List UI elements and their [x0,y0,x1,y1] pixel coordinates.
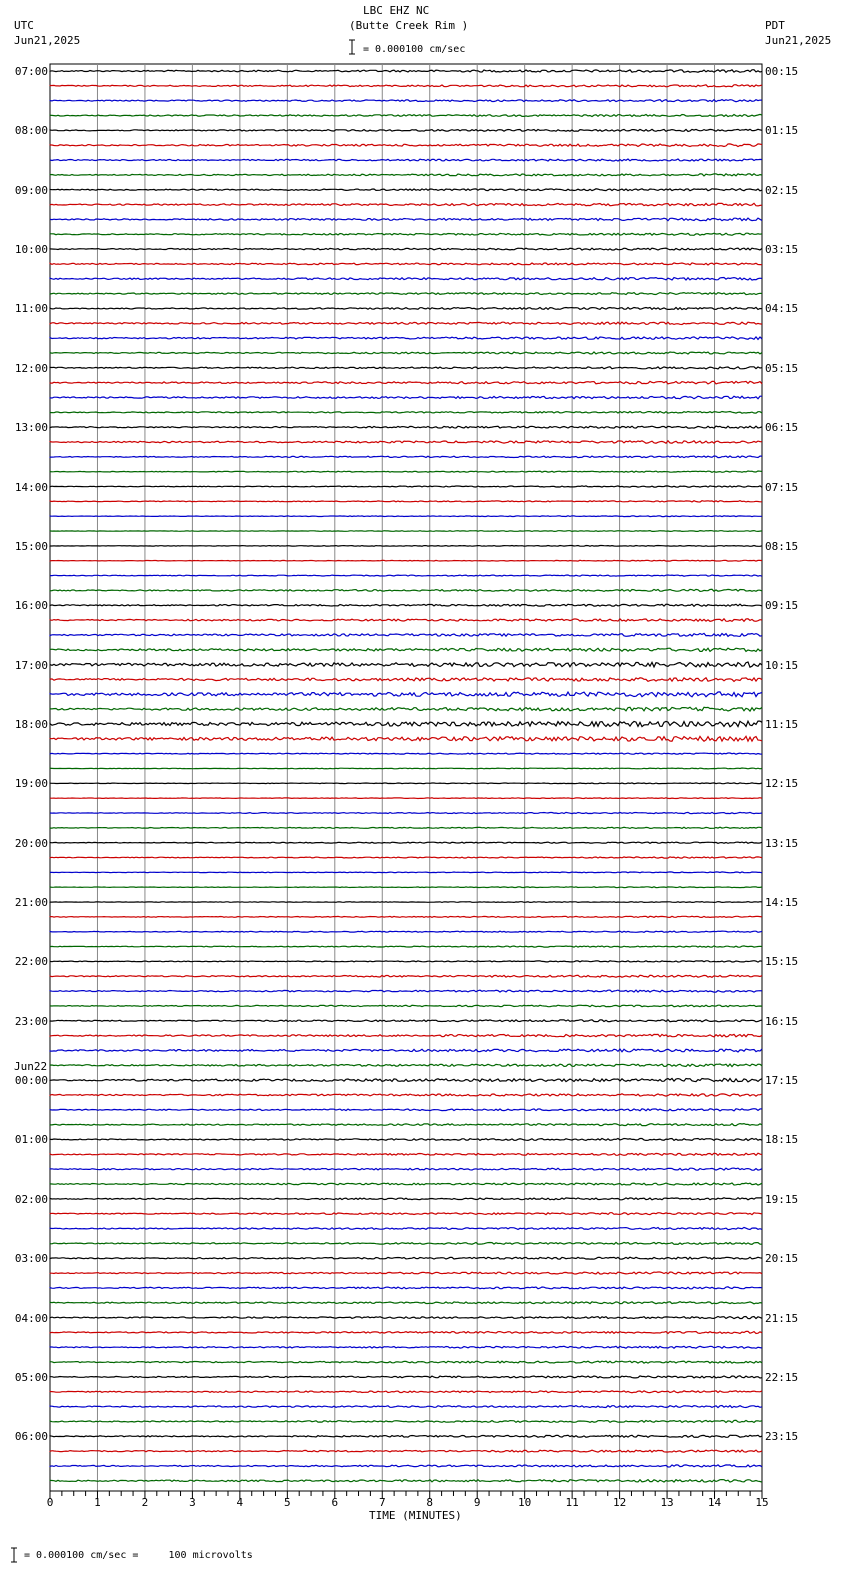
trace-line [50,560,762,561]
utc-hour-label: 07:00 [14,65,48,78]
x-tick-label: 7 [378,1496,386,1509]
trace-line [50,546,762,547]
trace-line [50,367,762,369]
trace-line [50,381,762,384]
utc-hour-label: 18:00 [14,718,48,731]
trace-line [50,486,762,487]
pdt-hour-label: 20:15 [765,1252,799,1265]
trace-line [50,144,762,147]
utc-hour-label: 17:00 [14,659,48,672]
x-tick-label: 9 [473,1496,481,1509]
trace-line [50,1435,762,1437]
trace-line [50,1168,762,1170]
utc-hour-label: 09:00 [14,184,48,197]
trace-line [50,1465,762,1467]
trace-line [50,1242,762,1244]
trace-line [50,1183,762,1185]
station-title: LBC EHZ NC [363,4,430,17]
trace-line [50,1257,762,1259]
x-tick-label: 11 [565,1496,579,1509]
utc-hour-label: 03:00 [14,1252,48,1265]
x-tick-label: 5 [284,1496,291,1509]
trace-line [50,501,762,502]
pdt-hour-label: 05:15 [765,362,799,375]
utc-hour-label: 08:00 [14,124,48,137]
trace-line [50,589,762,591]
trace-line [50,159,762,161]
utc-hour-label: 11:00 [14,302,48,315]
trace-line [50,85,762,87]
trace-line [50,975,762,977]
trace-line [50,1302,762,1304]
pdt-hour-label: 16:15 [765,1015,799,1028]
trace-line [50,1376,762,1378]
trace-line [50,736,762,741]
pdt-hour-label: 13:15 [765,837,799,850]
pdt-hour-label: 01:15 [765,124,799,137]
trace-line [50,456,762,458]
x-tick-label: 10 [518,1496,532,1509]
seismic-traces [50,70,762,1482]
trace-line [50,678,762,682]
scale-bar-icon [349,40,355,54]
trace-line [50,707,762,711]
scale-label: = 0.000100 cm/sec [363,44,466,55]
trace-line [50,827,762,828]
trace-line [50,990,762,992]
pdt-hour-label: 21:15 [765,1312,799,1325]
pdt-hour-label: 08:15 [765,540,799,553]
utc-hour-label: 12:00 [14,362,48,375]
utc-hour-label: 04:00 [14,1312,48,1325]
trace-line [50,441,762,443]
trace-line [50,218,762,221]
right-timezone: PDT [765,19,785,32]
pdt-hour-label: 10:15 [765,659,799,672]
trace-line [50,768,762,769]
pdt-hour-label: 02:15 [765,184,799,197]
trace-line [50,916,762,917]
x-tick-label: 0 [46,1496,54,1509]
x-tick-label: 6 [331,1496,339,1509]
trace-line [50,174,762,176]
utc-hour-label: 19:00 [14,777,48,790]
utc-hour-label: 02:00 [14,1193,48,1206]
utc-hour-label: 16:00 [14,599,48,612]
trace-line [50,129,762,131]
x-tick-label: 13 [660,1496,674,1509]
x-tick-label: 14 [707,1496,722,1509]
pdt-hour-label: 07:15 [765,481,799,494]
trace-line [50,516,762,517]
trace-line [50,1227,762,1229]
pdt-hour-label: 04:15 [765,302,799,315]
trace-line [50,721,762,727]
utc-hour-label: 15:00 [14,540,48,553]
trace-line [50,961,762,962]
trace-line [50,633,762,636]
trace-line [50,783,762,784]
footer-scale-bar-icon [11,1548,17,1562]
trace-line [50,1361,762,1363]
trace-line [50,114,762,116]
utc-hour-label: 00:00 [14,1074,48,1087]
trace-line [50,70,762,73]
trace-line [50,1153,762,1155]
trace-line [50,1049,762,1052]
trace-line [50,902,762,903]
trace-line [50,293,762,295]
utc-hour-label: 14:00 [14,481,48,494]
trace-line [50,1020,762,1022]
trace-line [50,812,762,813]
trace-line [50,1272,762,1274]
trace-line [50,233,762,235]
trace-line [50,872,762,873]
pdt-hour-label: 06:15 [765,421,799,434]
x-tick-label: 15 [755,1496,769,1509]
trace-line [50,857,762,858]
utc-hour-label: 21:00 [14,896,48,909]
utc-hour-label: 01:00 [14,1133,48,1146]
trace-line [50,1450,762,1452]
trace-line [50,396,762,399]
x-tick-label: 12 [612,1496,627,1509]
pdt-hour-label: 12:15 [765,777,799,790]
utc-hour-label: 20:00 [14,837,48,850]
trace-line [50,648,762,651]
trace-line [50,1420,762,1422]
trace-line [50,1346,762,1348]
station-location: (Butte Creek Rim ) [349,19,469,32]
trace-line [50,1213,762,1215]
trace-line [50,1064,762,1067]
utc-hour-label: 10:00 [14,243,48,256]
trace-line [50,1317,762,1319]
trace-line [50,753,762,754]
pdt-hour-label: 19:15 [765,1193,799,1206]
pdt-hour-label: 09:15 [765,599,799,612]
x-tick-label: 1 [94,1496,101,1509]
trace-line [50,426,762,428]
trace-line [50,337,762,340]
trace-line [50,1331,762,1333]
pdt-hour-label: 15:15 [765,955,799,968]
trace-line [50,322,762,324]
utc-hour-label: 22:00 [14,955,48,968]
trace-line [50,307,762,309]
trace-line [50,1406,762,1408]
trace-line [50,100,762,102]
pdt-hour-label: 11:15 [765,718,799,731]
trace-line [50,1094,762,1096]
trace-line [50,278,762,281]
trace-line [50,1138,762,1140]
trace-line [50,798,762,799]
trace-line [50,1480,762,1483]
trace-line [50,1198,762,1200]
trace-line [50,662,762,667]
utc-hour-label: 05:00 [14,1371,48,1384]
x-tick-label: 3 [189,1496,196,1509]
trace-line [50,842,762,843]
trace-line [50,1124,762,1126]
trace-line [50,1034,762,1037]
trace-line [50,887,762,888]
trace-line [50,1079,762,1082]
trace-line [50,352,762,354]
trace-line [50,604,762,606]
utc-hour-label: 13:00 [14,421,48,434]
pdt-hour-label: 17:15 [765,1074,799,1087]
x-tick-label: 8 [426,1496,434,1509]
trace-line [50,692,762,697]
x-axis-title: TIME (MINUTES) [369,1509,462,1522]
trace-line [50,575,762,576]
trace-line [50,412,762,414]
trace-line [50,931,762,932]
trace-line [50,1109,762,1111]
pdt-hour-label: 03:15 [765,243,799,256]
trace-line [50,1005,762,1007]
date-change-label: Jun22 [14,1060,48,1073]
trace-line [50,619,762,622]
x-tick-label: 2 [141,1496,149,1509]
x-axis-ticks [50,1491,762,1499]
pdt-hour-label: 18:15 [765,1133,799,1146]
left-timezone: UTC [14,19,34,32]
trace-line [50,531,762,532]
pdt-hour-label: 00:15 [765,65,799,78]
right-date: Jun21,2025 [765,34,832,47]
trace-line [50,248,762,250]
footer-scale-note: = 0.000100 cm/sec = 100 microvolts [24,1550,253,1561]
utc-hour-label: 06:00 [14,1430,48,1443]
x-tick-label: 4 [236,1496,244,1509]
trace-line [50,1391,762,1393]
trace-line [50,189,762,191]
trace-line [50,203,762,206]
pdt-hour-label: 23:15 [765,1430,799,1443]
trace-line [50,946,762,947]
pdt-hour-label: 14:15 [765,896,799,909]
trace-line [50,263,762,265]
trace-line [50,1287,762,1289]
pdt-hour-label: 22:15 [765,1371,799,1384]
utc-hour-label: 23:00 [14,1015,48,1028]
trace-line [50,471,762,472]
left-date: Jun21,2025 [14,34,81,47]
